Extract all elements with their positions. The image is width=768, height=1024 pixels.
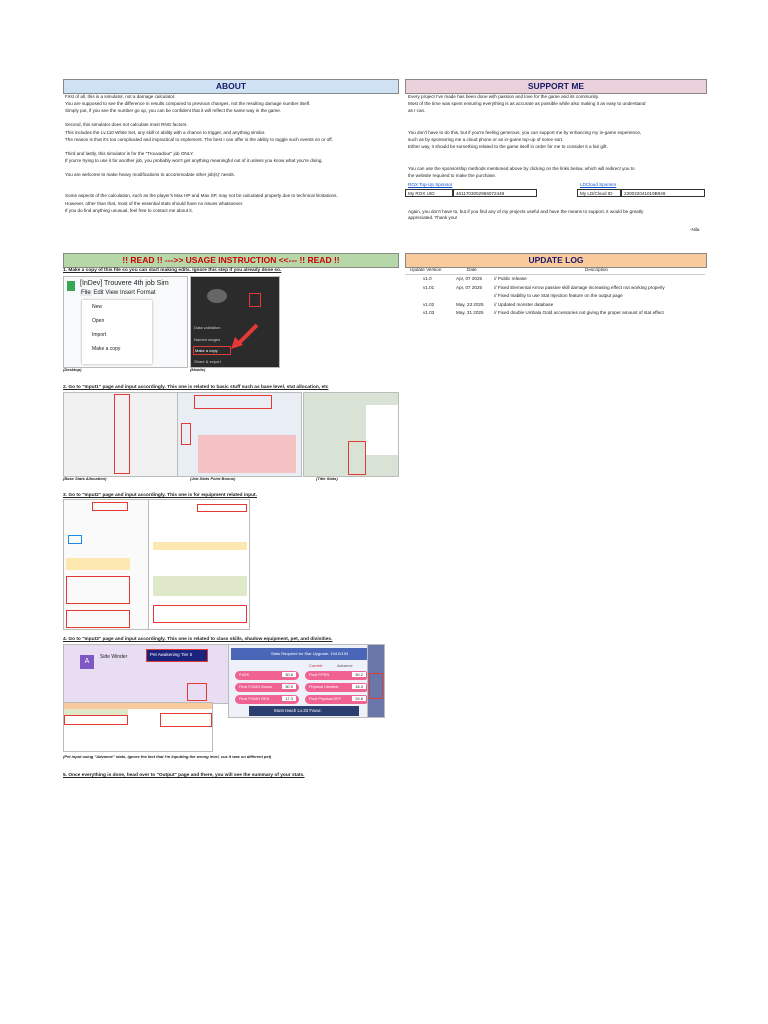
stat-label: Final Physical DEF — [309, 697, 342, 701]
mobile-item-share[interactable]: Share & export — [194, 359, 221, 364]
enchant-highlight — [66, 576, 130, 604]
step-3: 3. Go to "Input2" page and input accordingly. This one is for equipment related input. — [63, 493, 257, 498]
skill-name: Side Winder — [100, 654, 128, 660]
step4-pet-screenshot — [63, 644, 230, 704]
stat-label: Final P.PEN — [309, 673, 330, 677]
stat-value[interactable]: 17.3 — [282, 696, 296, 701]
support-line: such as by sponsoring me a cloud phone or an in-game top-up of some sort. — [408, 137, 564, 143]
pet-tier-label: Pet Awakening Tier 5 — [150, 652, 193, 657]
cap-base-stats: (Base Stats Allocation) — [63, 476, 107, 481]
usage-header: !! READ !! --->> USAGE INSTRUCTION <<--- !! READ !! — [63, 253, 399, 268]
star-req-text: Stats Required for Star Upgrade: 104.0/193 — [271, 651, 349, 656]
about-line: Second, this simulator does not calculate most RNG factors. — [65, 122, 188, 128]
step1-desktop-screenshot — [63, 276, 188, 368]
support-line: Either way, it should be something related to the game itself in order for me to consider it a fair gift. — [408, 144, 608, 150]
mobile-item-validation[interactable]: Data validation — [194, 325, 221, 330]
update-date: May, 23 2025 — [456, 301, 484, 307]
cap-job-stats: (Job Stats Point Bonus) — [190, 476, 236, 481]
about-line: If you do find anything unusual, feel free to contact me about it. — [65, 207, 193, 213]
rox-uid-label: My ROX UID — [405, 189, 453, 197]
equip-name-highlight — [92, 502, 128, 511]
about-line: Some aspects of the calculation, such as the player's Max HP and Max SP, may not be calculated properly due to technical limitations. — [65, 193, 338, 199]
menu-view[interactable]: View — [105, 290, 119, 296]
support-line: Most of the time was spent ensuring everything is as accurate as possible while also making it as easy to understand — [408, 101, 646, 107]
red-arrow-icon — [229, 321, 261, 351]
step2-job-stats-screenshot — [177, 392, 302, 477]
input-column-highlight — [114, 394, 130, 474]
support-line: You don't have to do this, but if you're feeling generous, you can support me by enhancing my in-game experience, — [408, 130, 642, 135]
stat-value[interactable]: 18.3 — [352, 684, 366, 689]
about-line: First of all, this is a simulator, not a damage calculator. — [65, 94, 176, 99]
update-date: Apr, 07 2025 — [456, 284, 483, 290]
stat-value[interactable]: 30.6 — [282, 672, 296, 677]
pet-tier-table-highlight — [160, 713, 212, 727]
pet-slot-highlight — [187, 683, 207, 701]
step3-sheet-screenshot — [148, 499, 250, 630]
update-version: v1.0 — [423, 276, 432, 281]
update-version: v1.01 — [423, 284, 435, 290]
step4-side-tabs — [367, 644, 385, 718]
update-desc: // Fixed Elemental Arrow passive skill damage increasing effect not working properly — [494, 284, 665, 290]
step4-star-panel — [228, 644, 385, 718]
support-thanks-1: Again, you don't have to, but if you find any of my projects useful and have the means to support, it would be greatly — [408, 209, 644, 214]
cap-mobile: (Mobile) — [190, 367, 206, 372]
stat-label: Final P.DMG RED — [239, 697, 270, 701]
sheet-title: [InDev] Trouvere 4th job Sim — [80, 280, 169, 287]
stat-pill — [235, 695, 299, 704]
about-line: If you're trying to use it for another job, you probably won't get anything meaningful out of it unless you know what you're doing. — [65, 157, 323, 163]
about-line: You are welcome to make heavy modifications to accommodate other job(s)' needs. — [65, 172, 235, 178]
enchant-table — [153, 576, 247, 596]
about-line: However, other than that, most of the essential stats should have no issues whatsoever. — [65, 200, 244, 206]
card-table-highlight — [153, 605, 247, 623]
attributes-tab-highlight — [369, 673, 383, 699]
stat-pill — [305, 695, 369, 704]
about-line: This includes the Lv.110 White Set, any skill or ability with a chance to trigger, and anything similar. — [65, 129, 266, 135]
col-description: Description — [585, 267, 608, 272]
accessory-name-highlight — [197, 504, 247, 512]
stat-pill — [235, 683, 299, 692]
upgrading-row — [153, 542, 247, 550]
support-line: as I can. — [408, 108, 426, 114]
support-line: the website required to make the purchase. — [408, 173, 497, 179]
character-portraits — [198, 435, 296, 473]
menu-item-new[interactable]: New — [92, 304, 103, 310]
update-log-header: UPDATE LOG — [405, 253, 707, 268]
stat-value[interactable]: 30.9 — [282, 684, 296, 689]
cap-pet-input: (Pet input using "Advance" stats, ignore the fact that I'm inputting the wrong level, cuz it was on different pet) — [63, 754, 272, 759]
step-1: 1. Make a copy of this file so you can start making edits. Ignore this step if you already done so. — [63, 268, 282, 273]
stat-pill — [305, 671, 369, 680]
update-date: Apr, 07 2025 — [456, 276, 483, 281]
stats-panel — [366, 405, 398, 455]
step-2: 2. Go to "Input1" page and input accordingly. This one is related to basic stuff such as base level, stat allocation, etc — [63, 385, 329, 390]
menu-item-import[interactable]: Import — [92, 332, 107, 338]
rox-sponsor-link[interactable]: ROX Top-Up Sponsor — [408, 182, 453, 187]
sheet-menubar — [80, 290, 156, 296]
update-version: v1.03 — [423, 310, 435, 316]
stat-value[interactable]: 33.6 — [352, 696, 366, 701]
pet-level-highlight — [64, 715, 128, 725]
update-desc: // Fixed Inability to use Stat Injection feature on the output page — [494, 293, 623, 299]
step-4: 4. Go to "Input3" page and input accordingly. This one is related to class skills, shadow equipment, pet, and divinities. — [63, 637, 333, 642]
cap-title-stats: (Title Stats) — [316, 476, 338, 481]
refine-level-highlight — [68, 535, 82, 544]
menu-item-open[interactable]: Open — [92, 318, 105, 324]
support-line: Every project I've made has been done with passion and love for the game and its community. — [408, 94, 600, 99]
about-line: Simply put, if you see the number go up, you can be confident that it will reflect the same way in the game. — [65, 108, 282, 114]
stat-label: Final P.DMG Bonus — [239, 685, 273, 689]
enchant-row — [66, 558, 130, 570]
about-line: The reason is that it's too complicated and impractical to implement. The best I can offer is the ability to toggle such events on or off. — [65, 136, 333, 142]
support-line: You can use the sponsorship methods mentioned above by clicking on the links below, which will redirect you to — [408, 166, 635, 171]
sheets-icon — [67, 281, 75, 291]
stat-label: Physical Lifesteal — [309, 685, 339, 689]
step3-equipment-screenshot — [63, 499, 150, 630]
cap-desktop: (Desktop) — [63, 367, 82, 372]
update-desc: // Public release — [494, 276, 527, 281]
ld-id-label: My LD/Cloud ID — [577, 189, 621, 197]
update-version: v1.02 — [423, 301, 435, 307]
ld-id-value: 230022041019B949 — [621, 189, 705, 197]
about-header: ABOUT — [63, 79, 399, 94]
menu-format[interactable]: Format — [136, 290, 156, 296]
skill-badge-icon: A — [80, 655, 94, 669]
mobile-item-make-copy[interactable]: Make a copy — [195, 348, 218, 353]
ldcloud-sponsor-link[interactable]: LDCloud Sponsor — [580, 182, 617, 187]
about-line: You are supposed to see the difference in results compared to previous changes, not the resulting damage number itself. — [65, 101, 311, 107]
tab-current[interactable]: Current — [309, 663, 323, 668]
stat-pill — [305, 683, 369, 692]
step-5: 5. Once everything is done, head over to "Output" page and there, you will see the summary of your stats. — [63, 773, 305, 778]
update-date: May, 31 2025 — [456, 310, 484, 316]
side-tab-highlight — [181, 423, 191, 445]
file-menu-dropdown — [82, 300, 152, 364]
mobile-item-named-ranges[interactable]: Named ranges — [194, 337, 221, 342]
support-thanks-2: appreciated. Thank you! — [408, 215, 458, 220]
step4-pet-table — [63, 702, 213, 752]
job-bonus-highlight — [194, 395, 272, 409]
menu-edit[interactable]: Edit — [93, 290, 104, 296]
title-button-highlight — [348, 441, 366, 475]
menu-item-make-copy[interactable]: Make a copy — [92, 346, 121, 352]
menu-insert[interactable]: Insert — [119, 290, 135, 296]
step1-mobile-screenshot — [190, 276, 280, 368]
col-version: Update Version — [410, 267, 442, 272]
support-header: SUPPORT ME — [405, 79, 707, 94]
update-desc: // Fixed double Umbala Gold accessories not giving the proper amount of stat effect — [494, 310, 664, 316]
step2-base-stats-screenshot — [63, 392, 189, 477]
card-highlight — [66, 610, 130, 628]
stat-label: P.ATK — [239, 673, 250, 677]
more-menu-highlight — [249, 293, 261, 307]
about-line: Third and lastly, this simulator is for the "Trouvadour" job ONLY. — [65, 150, 194, 156]
update-log-column-headers — [405, 267, 705, 275]
update-desc: // Updated monster database — [494, 301, 554, 307]
avatar-icon — [207, 289, 227, 303]
col-date: Date — [467, 267, 477, 272]
favor-text: Must reach Lv.33 Favor. — [274, 708, 322, 713]
step2-title-stats-screenshot — [303, 392, 399, 477]
menu-file[interactable]: File — [81, 290, 91, 296]
signature: -Nila — [690, 227, 700, 232]
stat-pill — [235, 671, 299, 680]
stat-value[interactable]: 30.2 — [352, 672, 366, 677]
rox-uid-value: 4611703052956072449 — [453, 189, 537, 197]
tab-advance[interactable]: Advance — [337, 663, 353, 668]
